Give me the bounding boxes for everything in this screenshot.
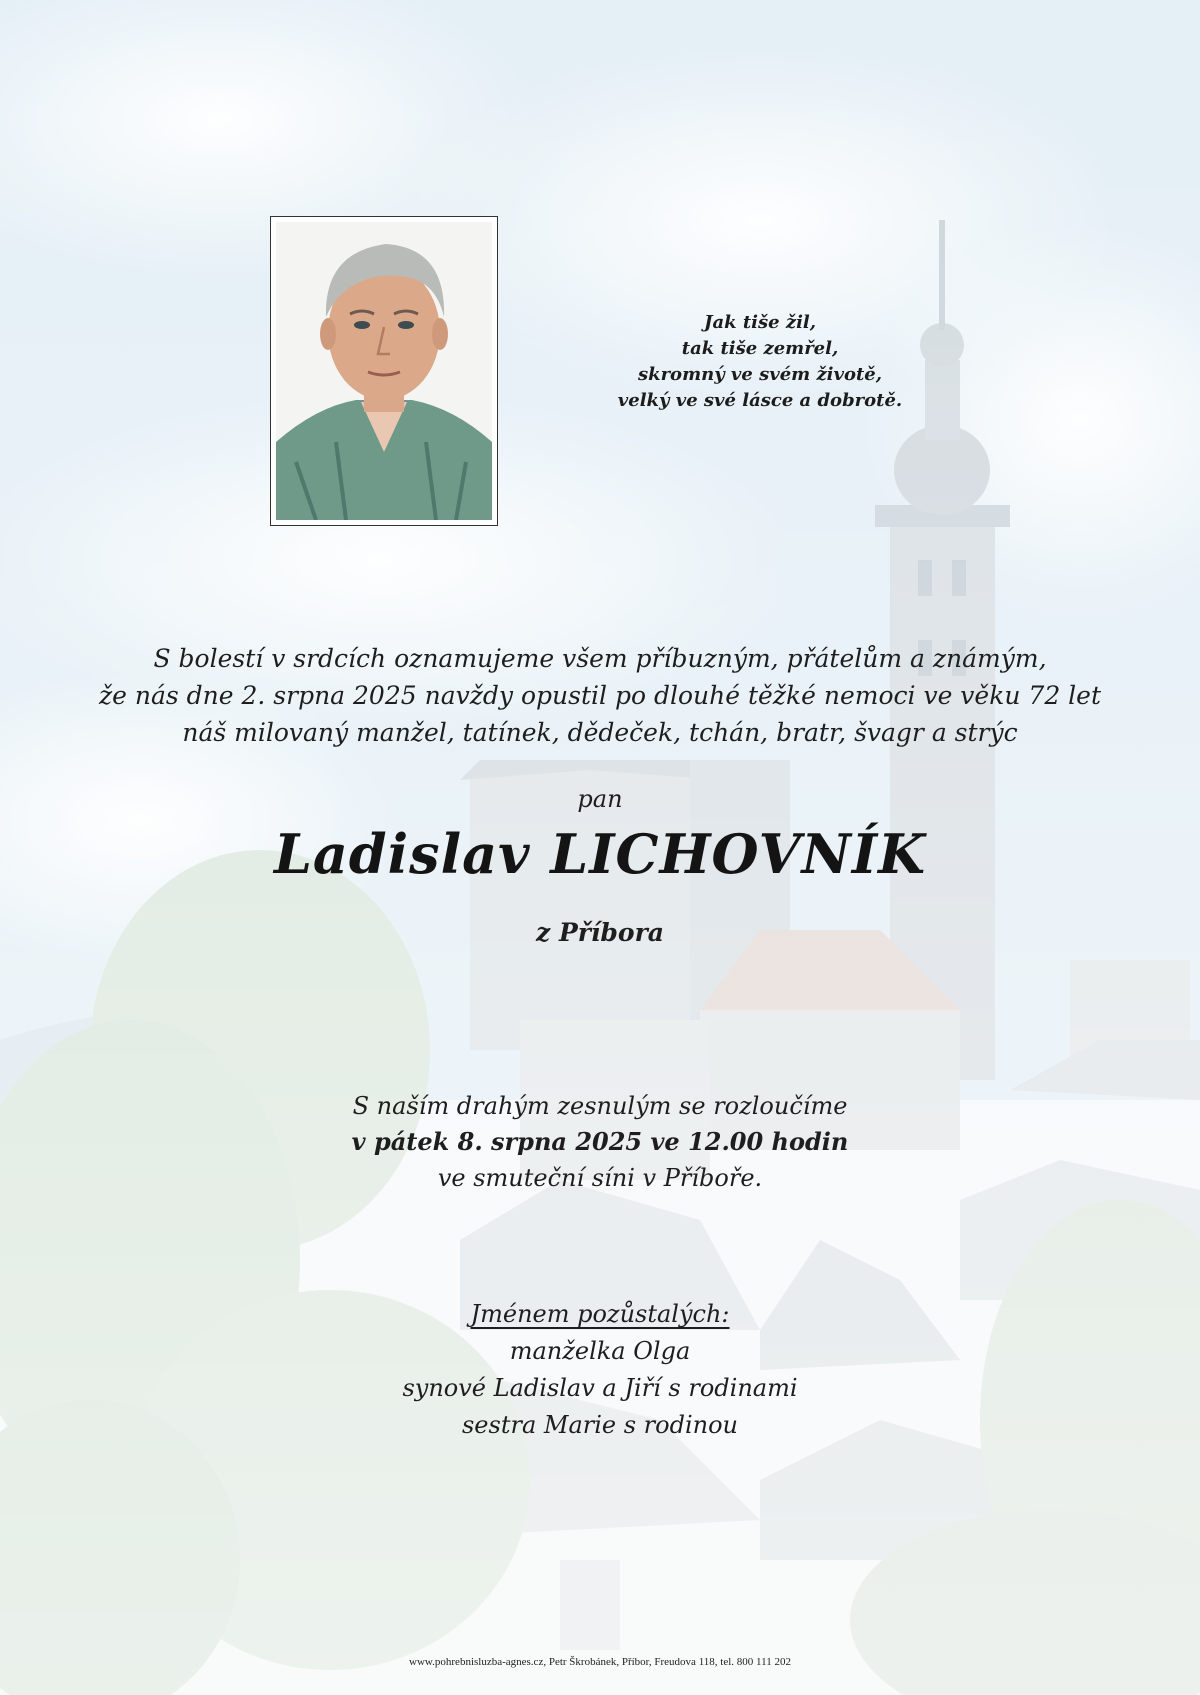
- mourners-heading: Jménem pozůstalých:: [470, 1300, 730, 1328]
- funeral-service-footer: www.pohrebnisluzba-agnes.cz, Petr Škrobánek, Příbor, Freudova 118, tel. 800 111 202: [409, 1656, 791, 1668]
- verse-line: tak tiše zemřel,: [681, 338, 839, 359]
- deceased-origin: z Příbora: [536, 918, 664, 947]
- memorial-verse: [590, 310, 930, 414]
- ceremony-date-time: v pátek 8. srpna 2025 ve 12.00 hodin: [351, 1127, 849, 1156]
- death-announcement: [80, 640, 1120, 751]
- mourners: [0, 1296, 1200, 1444]
- announcement-line: náš milovaný manžel, tatínek, dědeček, tchán, bratr, švagr a strýc: [182, 718, 1018, 747]
- verse-line: Jak tiše žil,: [703, 312, 817, 333]
- verse-line: velký ve své lásce a dobrotě.: [617, 390, 903, 411]
- announcement-line: S bolestí v srdcích oznamujeme všem příbuzným, přátelům a známým,: [153, 644, 1047, 673]
- ceremony-intro: S naším drahým zesnulým se rozloučíme: [352, 1092, 848, 1120]
- announcement-line: že nás dne 2. srpna 2025 navždy opustil po dlouhé těžké nemoci ve věku 72 let: [98, 681, 1102, 710]
- mourner-line: synové Ladislav a Jiří s rodinami: [402, 1374, 798, 1402]
- portrait-photo: [270, 216, 498, 526]
- mourner-line: manželka Olga: [509, 1337, 691, 1365]
- portrait-icon: [276, 222, 492, 520]
- honorific: pan: [577, 785, 623, 813]
- ceremony-place: ve smuteční síni v Příboře.: [437, 1164, 763, 1192]
- verse-line: skromný ve svém životě,: [637, 364, 883, 385]
- ceremony-info: [0, 1088, 1200, 1196]
- mourner-line: sestra Marie s rodinou: [461, 1411, 739, 1439]
- deceased-name: Ladislav LICHOVNÍK: [273, 822, 927, 886]
